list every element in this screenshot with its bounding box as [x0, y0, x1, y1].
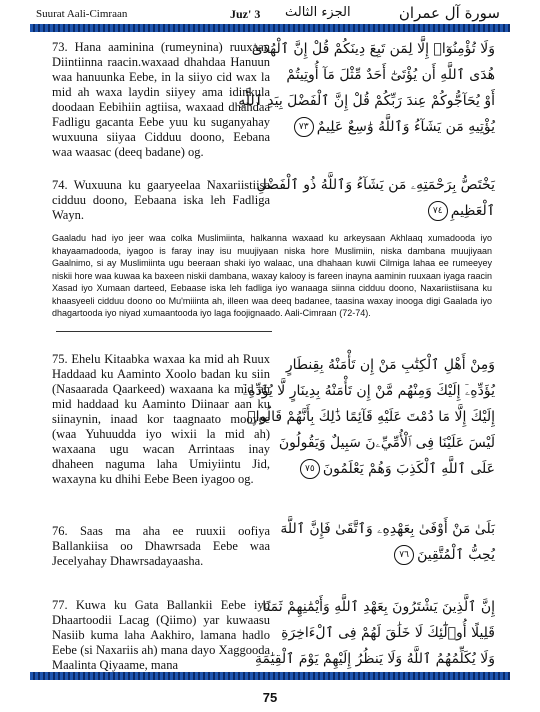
arabic-text: يُحِبُّ ٱلْمُتَّقِينَ	[417, 547, 495, 563]
arabic-line: يَخْتَصُّ بِرَحْمَتِهِۦ مَن يَشَآءُ وَٱللَّهُ ذُو ٱلْفَضْلِ	[256, 177, 495, 193]
arabic-line: هُدَى ٱللَّهِ أَن يُؤْتَىٰٓ أَحَدٌ مِّثْلَ مَآ أُوتِيتُمْ	[286, 67, 495, 83]
arabic-line: وَلَا تُؤْمِنُوٓا۟ إِلَّا لِمَن تَبِعَ دِينَكُمْ قُلْ إِنَّ ٱلْهُدَىٰ	[251, 41, 495, 57]
arabic-text: يُؤْتِيهِ مَن يَشَآءُ وَٱللَّهُ وَٰسِعٌ عَلِيمٌ	[316, 119, 495, 135]
verse-76-arabic	[280, 516, 495, 568]
verse-73-translation: 73. Hana aaminina (rumeynina) ruuxaan Diintiinna raacin.waxaad dhahdaa Hanuun waa hanuunka Eebe, in la siiyo cid wax la mid ah waxa laydin siiyey ama idinkula doodaan Eebihiin agtiisa, waxaad dhahdaa Fadligu gacanta Eebe yuu ku suganyahay wuxuuna siiyaa Cidduu doono, Eebana waa waasac (deeq badane) og.	[52, 40, 270, 159]
arabic-line	[285, 198, 495, 224]
verse-77-translation: 77. Kuwa ku Gata Ballankii Eebe iyo Dhaartoodii Lacag (Qiimo) yar kuwaasu Nasiib kuma laha Aakhiro, lamana hadlo Eebe (si Naxariis ah) mana dayo Xaggooda Maalinta Qiyaame, mana	[52, 598, 270, 672]
ayah-marker: ٧٦	[394, 545, 414, 565]
page-number: 75	[262, 690, 278, 705]
surah-title: Suurat Aali-Cimraan	[36, 8, 128, 20]
arabic-line: وَلَا يُكَلِّمُهُمُ ٱللَّهُ وَلَا يَنظُرُ إِلَيْهِمْ يَوْمَ ٱلْقِيَٰمَةِ	[254, 651, 495, 667]
arabic-line: بَلَىٰ مَنْ أَوْفَىٰ بِعَهْدِهِۦ وَٱتَّقَىٰ فَإِنَّ ٱللَّهَ	[280, 521, 495, 537]
verse-73-arabic	[238, 36, 495, 140]
arabic-line: أَوْ يُحَآجُّوكُمْ عِندَ رَبِّكُمْ قُلْ إِنَّ ٱلْفَضْلَ بِيَدِ ٱللَّهِ	[238, 93, 495, 109]
juz-label: Juz' 3	[230, 7, 261, 21]
arabic-line: يُؤَدِّهِۦٓ إِلَيْكَ وَمِنْهُم مَّنْ إِن تَأْمَنْهُ بِدِينَارٍ لَّا يُؤَدِّهِۦٓ	[242, 383, 495, 399]
ayah-marker: ٧٥	[300, 459, 320, 479]
verse-75-translation: 75. Ehelu Kitaabka waxaa ka mid ah Ruux Haddaad ku Aaminto Xoolo badan ku siin (Nasaarada Qaarkeed) waxaana ka mid ah mid haddaad ku Aaminto Diinaar aan ku siinaynin, inaad kor taagnaato mooyee (waa Yuhuudda iyo wixii la mid ah) waxaana ugu wacan Arrintaas inay dhaheen naguma laha Umiyiintu Jid, waxayna ku dhihi Eebe Been iyagoo og.	[52, 352, 270, 486]
ayah-marker: ٧٤	[428, 201, 448, 221]
arabic-line: إِلَيْكَ إِلَّا مَا دُمْتَ عَلَيْهِ قَآئِمًا ذَٰلِكَ بِأَنَّهُمْ قَالُوا۟	[247, 409, 495, 425]
verse-75-arabic	[242, 352, 495, 482]
surah-title-arabic: سورة آل عمران	[398, 4, 500, 22]
arabic-line	[285, 542, 495, 568]
verse-74-arabic	[256, 172, 495, 224]
arabic-line	[285, 456, 495, 482]
arabic-text: عَلَى ٱللَّهِ ٱلْكَذِبَ وَهُمْ يَعْلَمُونَ	[322, 461, 495, 477]
verse-74-translation: 74. Wuxuuna ku gaaryeelaa Naxariistiisa cidduu doono, Eebaana iska leh Fadliga Wayn.	[52, 178, 270, 222]
arabic-line: وَمِنْ أَهْلِ ٱلْكِتَٰبِ مَنْ إِن تَأْمَنْهُ بِقِنطَارٍ	[285, 357, 495, 373]
verse-77-arabic	[254, 594, 495, 672]
arabic-line	[285, 114, 495, 140]
arabic-text: ٱلْعَظِيمِ	[450, 203, 495, 219]
header-border	[30, 24, 510, 32]
arabic-line: قَلِيلًا أُو۟لَٰٓئِكَ لَا خَلَٰقَ لَهُمْ فِى ٱلْءَاخِرَةِ	[281, 625, 495, 641]
arabic-line: لَيْسَ عَلَيْنَا فِى ٱلْأُمِّيِّۦنَ سَبِيلٌ وَيَقُولُونَ	[278, 435, 495, 451]
verse-76-translation: 76. Saas ma aha ee ruuxii oofiya Ballankiisa oo Dhawrsada Eebe waa Jecelyahay Dhawrsadayaasha.	[52, 524, 270, 568]
juz-arabic: الجزء الثالث	[285, 5, 351, 20]
footer-border	[30, 672, 510, 680]
divider-rule	[56, 331, 272, 332]
commentary-note: Gaaladu had iyo jeer waa colka Muslimiinta, halkanna waxaad ku arkeysaan Akhlaaq xumadooda iyo khayaamadooda, iyagoo is faray inay isu muujiyaan niska hore Muslimiin, niska dambana muujiyaan Gaalnimo, si ay Muslimiinta ugu beeraan shaki iyo walaac, una dhahaan kuwii Cilmiga lahaa ee rumeeyey niskii hore waa kuwaa ka baxeen niskii dambana, waxay kalooy is fareen inayna aaminin ruuxaan iyaga raacin Xasad iyo Xumaan darteed, Eebaase iska leh fadliga iyo wanaaga siinna cidduu doono, Naxariistiisana ku khaasyeeli cidduu doono oo Mu'miiinta ah, illeen waa deeq badanee, taasina waxay inooga digi Gaalada iyo dhagartooda iyo niyad xumaantooda iyo laga foojignaado. Aali-Cimraan (72-74).	[52, 233, 492, 318]
arabic-line: إِنَّ ٱلَّذِينَ يَشْتَرُونَ بِعَهْدِ ٱللَّهِ وَأَيْمَٰنِهِمْ ثَمَنًا	[262, 599, 495, 615]
ayah-marker: ٧٣	[294, 117, 314, 137]
